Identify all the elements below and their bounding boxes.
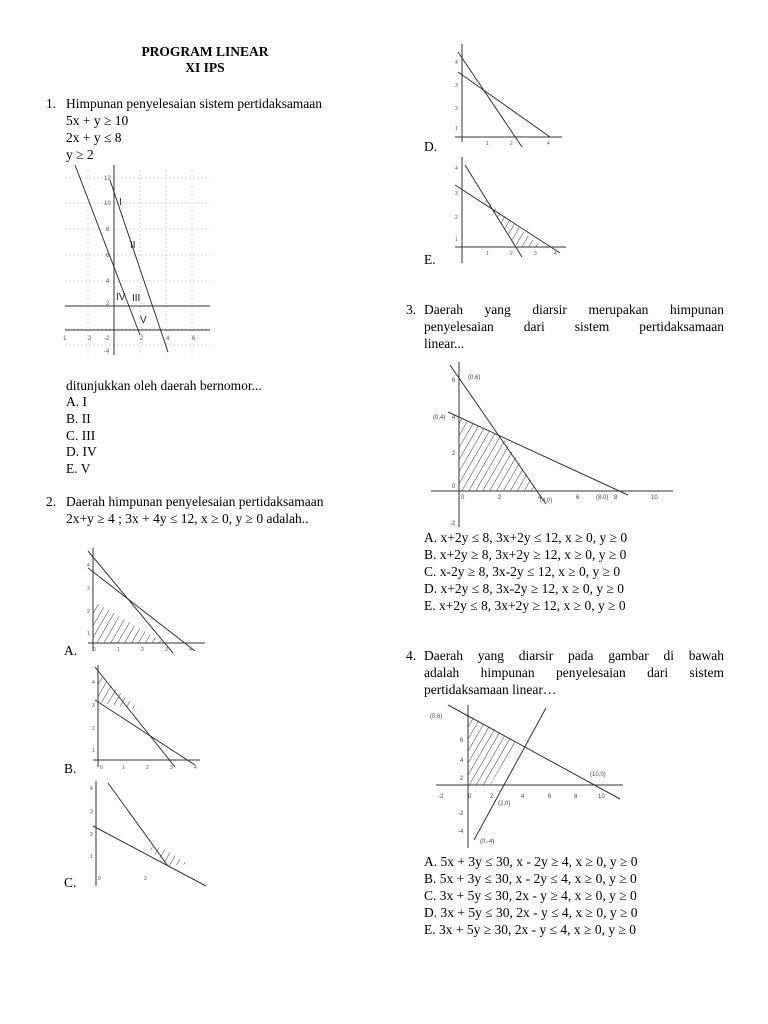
svg-text:1: 1 xyxy=(90,854,93,860)
svg-text:0: 0 xyxy=(452,484,456,490)
svg-text:3: 3 xyxy=(455,191,458,197)
question-4-stem-line: adalah himpunan penyelesaian dari sistem xyxy=(424,665,724,680)
page-subtitle: XI IPS xyxy=(185,60,225,75)
svg-text:2: 2 xyxy=(455,106,458,112)
svg-text:0: 0 xyxy=(100,765,103,771)
region-label: III xyxy=(132,293,141,304)
svg-text:3: 3 xyxy=(90,809,93,815)
svg-text:4: 4 xyxy=(90,786,93,792)
svg-text:1: 1 xyxy=(455,126,458,132)
svg-text:0: 0 xyxy=(93,647,96,653)
question-1-option[interactable]: D. IV xyxy=(66,444,97,459)
svg-text:3: 3 xyxy=(455,83,458,89)
question-1-option[interactable]: C. III xyxy=(66,428,96,443)
option-b-label[interactable]: B. xyxy=(64,761,77,776)
svg-text:0: 0 xyxy=(468,794,472,800)
svg-text:0: 0 xyxy=(461,495,465,501)
svg-text:2: 2 xyxy=(141,647,144,653)
svg-text:6: 6 xyxy=(452,378,456,384)
svg-text:2: 2 xyxy=(146,765,149,771)
region-label: V xyxy=(140,315,147,326)
point-label: (0,6) xyxy=(468,375,481,381)
svg-text:1: 1 xyxy=(486,251,489,257)
svg-text:4: 4 xyxy=(554,251,557,257)
question-1-inequality: 5x + y ≥ 10 xyxy=(66,113,129,128)
question-4-option[interactable]: E. 3x + 5y ≥ 30, 2x - y ≤ 4, x ≥ 0, y ≥ 0 xyxy=(424,922,636,937)
question-1-option[interactable]: B. II xyxy=(66,411,91,426)
question-2-stem: Daerah himpunan penyelesaian pertidaksamaan xyxy=(66,494,324,509)
y-tick: 12 xyxy=(104,176,111,182)
y-tick: -2 xyxy=(104,336,110,342)
svg-text:-4: -4 xyxy=(458,829,464,835)
question-1-stem: Himpunan penyelesaian sistem pertidaksamaan xyxy=(66,96,323,111)
svg-text:2: 2 xyxy=(498,495,502,501)
point-label: (0,6) xyxy=(430,714,443,720)
shaded-region xyxy=(146,846,188,866)
svg-text:4: 4 xyxy=(92,680,95,686)
question-2-system: 2x+y ≥ 4 ; 3x + 4y ≤ 12, x ≥ 0, y ≥ 0 adalah.. xyxy=(66,511,309,526)
svg-text:4: 4 xyxy=(87,563,90,569)
question-4-number: 4. xyxy=(406,648,417,663)
svg-text:1: 1 xyxy=(122,765,125,771)
question-3-number: 3. xyxy=(406,302,417,317)
shaded-region xyxy=(459,417,538,491)
point-label: (4,0) xyxy=(540,498,553,504)
svg-text:3: 3 xyxy=(534,251,537,257)
svg-text:2: 2 xyxy=(90,832,93,838)
svg-text:-2: -2 xyxy=(438,794,444,800)
question-3-option[interactable]: B. x+2y ≥ 8, 3x+2y ≥ 12, x ≥ 0, y ≥ 0 xyxy=(424,547,627,562)
x-tick: 6 xyxy=(192,336,196,342)
svg-text:2: 2 xyxy=(490,794,494,800)
question-4-option[interactable]: D. 3x + 5y ≤ 30, 2x - y ≤ 4, x ≥ 0, y ≥ 0 xyxy=(424,905,638,920)
option-c-graph[interactable] xyxy=(88,778,213,890)
x-tick: 2 xyxy=(140,336,144,342)
svg-text:4: 4 xyxy=(455,60,458,66)
region-label: IV xyxy=(116,292,126,303)
point-label: (2,0) xyxy=(498,801,511,807)
question-1-graph xyxy=(60,160,215,360)
option-e-label[interactable]: E. xyxy=(424,252,436,267)
svg-text:2: 2 xyxy=(460,776,464,782)
svg-text:10: 10 xyxy=(651,495,658,501)
svg-text:4: 4 xyxy=(521,794,525,800)
y-tick: -4 xyxy=(104,349,110,355)
svg-text:-2: -2 xyxy=(450,521,456,527)
svg-text:4: 4 xyxy=(455,166,458,172)
question-3-stem-line: linear... xyxy=(424,336,465,351)
svg-text:10: 10 xyxy=(598,794,605,800)
point-label: (0,4) xyxy=(433,415,446,421)
y-tick: 4 xyxy=(106,279,110,285)
question-4-option[interactable]: A. 5x + 3y ≤ 30, x - 2y ≥ 4, x ≥ 0, y ≥ 0 xyxy=(424,854,638,869)
svg-text:3: 3 xyxy=(165,647,168,653)
svg-text:0: 0 xyxy=(98,876,101,882)
svg-text:2: 2 xyxy=(455,215,458,221)
question-1-prompt: ditunjukkan oleh daerah bernomor... xyxy=(66,378,262,393)
y-tick: 10 xyxy=(104,201,111,207)
option-a-label[interactable]: A. xyxy=(64,643,78,658)
question-4-graph xyxy=(428,700,628,850)
svg-text:3: 3 xyxy=(87,586,90,592)
question-1-option[interactable]: E. V xyxy=(66,461,91,476)
x-tick: 2 xyxy=(88,336,92,342)
x-tick: 4 xyxy=(166,336,170,342)
svg-text:6: 6 xyxy=(548,794,552,800)
svg-text:1: 1 xyxy=(486,141,489,147)
question-3-option[interactable]: E. x+2y ≤ 8, 3x+2y ≥ 12, x ≥ 0, y ≥ 0 xyxy=(424,598,626,613)
svg-text:1: 1 xyxy=(117,647,120,653)
option-c-label[interactable]: C. xyxy=(64,875,77,890)
svg-text:-2: -2 xyxy=(458,811,464,817)
svg-text:4: 4 xyxy=(452,415,456,421)
svg-text:8: 8 xyxy=(574,794,578,800)
question-3-stem-line: Daerah yang diarsir merupakan himpunan xyxy=(424,302,724,317)
svg-text:4: 4 xyxy=(547,141,550,147)
svg-text:1: 1 xyxy=(92,748,95,754)
svg-text:6: 6 xyxy=(460,738,464,744)
svg-text:2: 2 xyxy=(144,876,147,882)
point-label: (8,0) xyxy=(596,495,609,501)
svg-text:4: 4 xyxy=(460,758,464,764)
question-4-option[interactable]: C. 3x + 5y ≤ 30, 2x - y ≥ 4, x ≥ 0, y ≥ 0 xyxy=(424,888,637,903)
shaded-region xyxy=(468,714,516,785)
svg-text:1: 1 xyxy=(455,237,458,243)
option-a-graph[interactable] xyxy=(85,543,210,658)
x-tick: 1 xyxy=(63,336,67,342)
svg-text:2: 2 xyxy=(452,451,456,457)
option-e-graph[interactable] xyxy=(450,155,570,265)
svg-text:8: 8 xyxy=(614,495,618,501)
svg-text:6: 6 xyxy=(576,495,580,501)
shaded-region xyxy=(93,601,165,643)
question-3-option[interactable]: D. x+2y ≤ 8, 3x-2y ≥ 12, x ≥ 0, y ≥ 0 xyxy=(424,581,624,596)
question-3-option[interactable]: A. x+2y ≤ 8, 3x+2y ≤ 12, x ≥ 0, y ≥ 0 xyxy=(424,530,628,545)
point-label: (0,-4) xyxy=(480,839,495,845)
svg-text:4: 4 xyxy=(189,647,192,653)
svg-text:2: 2 xyxy=(510,251,513,257)
question-3-option[interactable]: C. x-2y ≥ 8, 3x-2y ≤ 12, x ≥ 0, y ≥ 0 xyxy=(424,564,621,579)
option-d-graph[interactable] xyxy=(450,42,565,152)
question-4-stem-line: pertidaksamaan linear… xyxy=(424,682,557,697)
svg-text:3: 3 xyxy=(92,703,95,709)
question-2-number: 2. xyxy=(46,494,57,509)
option-b-graph[interactable] xyxy=(90,662,205,772)
y-tick: 8 xyxy=(106,227,110,233)
svg-text:4: 4 xyxy=(194,765,197,771)
question-1-inequality: y ≥ 2 xyxy=(66,147,94,162)
y-tick: 6 xyxy=(106,253,110,259)
page-title: PROGRAM LINEAR xyxy=(141,44,269,59)
svg-text:3: 3 xyxy=(170,765,173,771)
svg-text:2: 2 xyxy=(510,141,513,147)
region-label: I xyxy=(119,197,122,208)
y-tick: 2 xyxy=(106,301,110,307)
svg-text:2: 2 xyxy=(87,609,90,615)
question-3-stem-line: penyelesaian dari sistem pertidaksamaan xyxy=(424,319,724,334)
region-label: II xyxy=(130,240,136,251)
point-label: (10,0) xyxy=(590,772,606,778)
option-d-label[interactable]: D. xyxy=(424,139,438,154)
question-1-number: 1. xyxy=(46,96,57,111)
question-3-graph xyxy=(428,357,678,532)
question-1-inequality: 2x + y ≤ 8 xyxy=(66,130,122,145)
svg-text:2: 2 xyxy=(92,726,95,732)
question-4-option[interactable]: B. 5x + 3y ≤ 30, x - 2y ≤ 4, x ≥ 0, y ≥ 0 xyxy=(424,871,637,886)
svg-text:1: 1 xyxy=(87,631,90,637)
svg-text:4: 4 xyxy=(538,495,542,501)
question-4-stem-line: Daerah yang diarsir pada gambar di bawah xyxy=(424,648,724,663)
question-1-option[interactable]: A. I xyxy=(66,394,87,409)
